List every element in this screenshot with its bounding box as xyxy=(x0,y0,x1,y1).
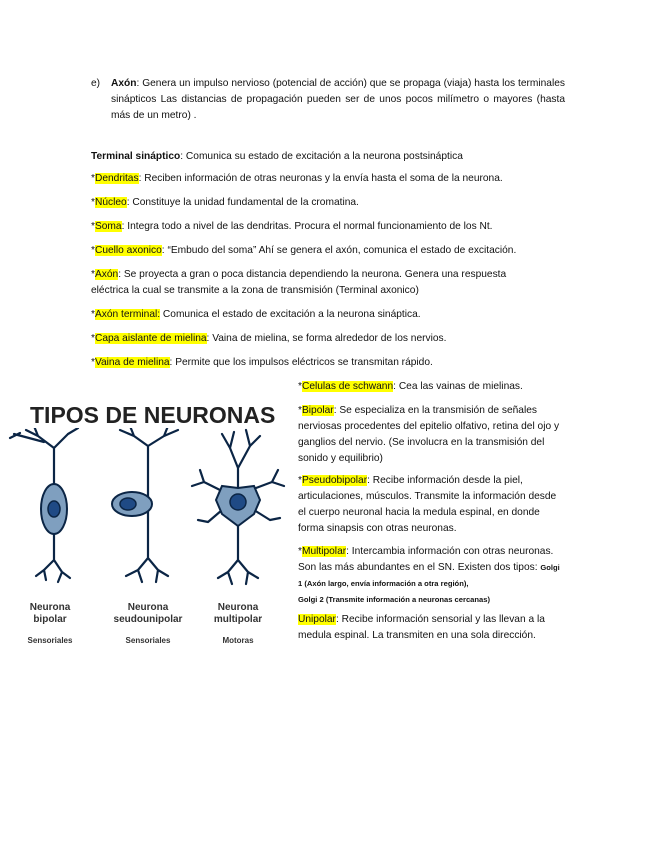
terminal-term: Terminal sináptico xyxy=(91,151,181,162)
definition-dendritas: *Dendritas: Reciben información de otras neuronas y la envía hasta el soma de la neurona. xyxy=(91,173,503,184)
term-multipolar: Multipolar xyxy=(301,546,347,557)
neuron-illustrations xyxy=(8,428,292,588)
text-bipolar: : Se especializa en la transmisión de señales nerviosas procedentes del epitelio olfativo, retina del ojo y ganglios del nervio. (Se involucra en la transmisión del sonido y equilibrio) xyxy=(298,405,560,464)
caption-pseudounipolar-line2: seudounipolar xyxy=(113,614,183,625)
definition-bipolar: *Bipolar: Se especializa en la transmisión de señales nerviosas procedentes del epitelio olfativo, retina del ojo y ganglios del nervio. (Se involucra en la transmisión del sonido y equilibrio) xyxy=(298,405,560,464)
golgi-1: Golgi 1 xyxy=(298,563,560,588)
definition-nucleo: *Núcleo: Constituye la unidad fundamental de la cromatina. xyxy=(91,197,359,208)
caption-bipolar xyxy=(10,602,90,646)
axon-text: : Genera un impulso nervioso (potencial de acción) que se propaga (viaja) hasta los terminales sinápticos Las distancias de propagación pueden ser de unos pocos milímetro o mayores (hasta más de un metro) . xyxy=(111,78,565,121)
text-pseudobipolar: : Recibe información desde la piel, articulaciones, músculos. Transmite la información desde el cuerpo neuronal hacia la medula espinal, en donde forma sinapsis con otras neuronas. xyxy=(298,475,557,534)
term-axon: Axón xyxy=(94,269,119,280)
caption-bipolar-line2: bipolar xyxy=(33,614,67,625)
caption-bipolar-line1: Neurona xyxy=(29,602,71,613)
neuron-types-figure xyxy=(8,396,292,650)
caption-multipolar-line1: Neurona xyxy=(217,602,259,613)
caption-pseudounipolar-line1: Neurona xyxy=(127,602,169,613)
definition-pseudobipolar: *Pseudobipolar: Recibe información desde la piel, articulaciones, músculos. Transmite la información desde el cuerpo neuronal hacia la medula espinal, en donde forma sinapsis con otras neuronas. xyxy=(298,475,557,534)
term-bipolar: Bipolar xyxy=(301,405,334,416)
term-soma: Soma xyxy=(94,221,122,232)
axon-paragraph xyxy=(111,76,565,124)
text-schwann: : Cea las vainas de mielinas. xyxy=(393,381,523,392)
term-unipolar: Unipolar xyxy=(298,614,336,625)
term-dendritas: Dendritas xyxy=(94,173,139,184)
text-vaina-mielina: : Permite que los impulsos eléctricos se transmitan rápido. xyxy=(169,357,433,368)
caption-pseudounipolar xyxy=(98,602,198,646)
text-capa-mielina: : Vaina de mielina, se forma alrededor de los nervios. xyxy=(206,333,447,344)
text-cuello-axonico: : “Embudo del soma” Ahí se genera el axón, comunica el estado de excitación. xyxy=(161,245,517,256)
figure-title: TIPOS DE NEURONAS xyxy=(30,402,276,428)
caption-multipolar-line2: multipolar xyxy=(213,614,263,625)
caption-bipolar-sub: Sensoriales xyxy=(27,636,73,645)
caption-multipolar-sub: Motoras xyxy=(222,636,254,645)
term-axon-terminal: Axón terminal: xyxy=(94,309,161,320)
text-unipolar: : Recibe información sensorial y las llevan a la medula espinal. La transmiten en una sola dirección. xyxy=(298,614,545,641)
definition-capa-mielina: *Capa aislante de mielina: Vaina de mielina, se forma alrededor de los nervios. xyxy=(91,333,447,344)
terminal-sinaptico-line xyxy=(91,149,571,165)
text-dendritas: : Reciben información de otras neuronas y la envía hasta el soma de la neurona. xyxy=(138,173,503,184)
definition-vaina-mielina: *Vaina de mielina: Permite que los impulsos eléctricos se transmitan rápido. xyxy=(91,357,433,368)
axon-term: Axón xyxy=(111,78,137,89)
bipolar-nucleus xyxy=(48,501,60,517)
golgi-1-note: (Axón largo, envía información a otra región), xyxy=(302,579,469,588)
term-pseudobipolar: Pseudobipolar xyxy=(301,475,368,486)
term-capa-mielina: Capa aislante de mielina xyxy=(94,333,207,344)
text-soma: : Integra todo a nivel de las dendritas. Procura el normal funcionamiento de los Nt. xyxy=(121,221,493,232)
definition-cuello-axonico: *Cuello axonico: “Embudo del soma” Ahí se genera el axón, comunica el estado de excitación. xyxy=(91,245,517,256)
pseudounipolar-nucleus xyxy=(120,498,136,510)
text-axon: : Se proyecta a gran o poca distancia dependiendo la neurona. Genera una respuesta eléctrica la cual se transmite a la zona de transmisión (Terminal axonico) xyxy=(91,269,507,296)
caption-pseudounipolar-sub: Sensoriales xyxy=(125,636,171,645)
caption-multipolar xyxy=(198,602,278,646)
text-nucleo: : Constituye la unidad fundamental de la cromatina. xyxy=(126,197,359,208)
list-marker-e: e) xyxy=(91,78,101,89)
terminal-text: : Comunica su estado de excitación a la neurona postsináptica xyxy=(180,151,463,162)
term-vaina-mielina: Vaina de mielina xyxy=(94,357,170,368)
text-multipolar: : Intercambia información con otras neuronas. Son las más abundantes en el SN. Existen dos tipos: xyxy=(298,546,554,573)
term-schwann: Celulas de schwann xyxy=(301,381,394,392)
definition-soma: *Soma: Integra todo a nivel de las dendritas. Procura el normal funcionamiento de los Nt. xyxy=(91,221,493,232)
term-nucleo: Núcleo xyxy=(94,197,127,208)
definition-unipolar xyxy=(298,612,568,644)
definition-schwann: *Celulas de schwann: Cea las vainas de mielinas. xyxy=(298,381,523,392)
multipolar-nucleus xyxy=(230,494,246,510)
definition-axon: *Axón: Se proyecta a gran o poca distancia dependiendo la neurona. Genera una respuesta eléctrica la cual se transmite a la zona de transmisión (Terminal axonico) xyxy=(91,269,507,296)
definition-axon-terminal: *Axón terminal: Comunica el estado de excitación a la neurona sináptica. xyxy=(91,309,421,320)
golgi-2: Golgi 2 xyxy=(298,595,324,604)
definition-multipolar: *Multipolar: Intercambia información con otras neuronas. Son las más abundantes en el SN. Existen dos tipos: Golgi 1 (Axón largo, envía información a otra región), Golgi 2 (Transmite información a neuronas cercanas) xyxy=(298,546,560,604)
text-axon-terminal: Comunica el estado de excitación a la neurona sináptica. xyxy=(160,309,421,320)
term-cuello-axonico: Cuello axonico xyxy=(94,245,162,256)
golgi-2-note: (Transmite información a neuronas cercanas) xyxy=(323,595,491,604)
